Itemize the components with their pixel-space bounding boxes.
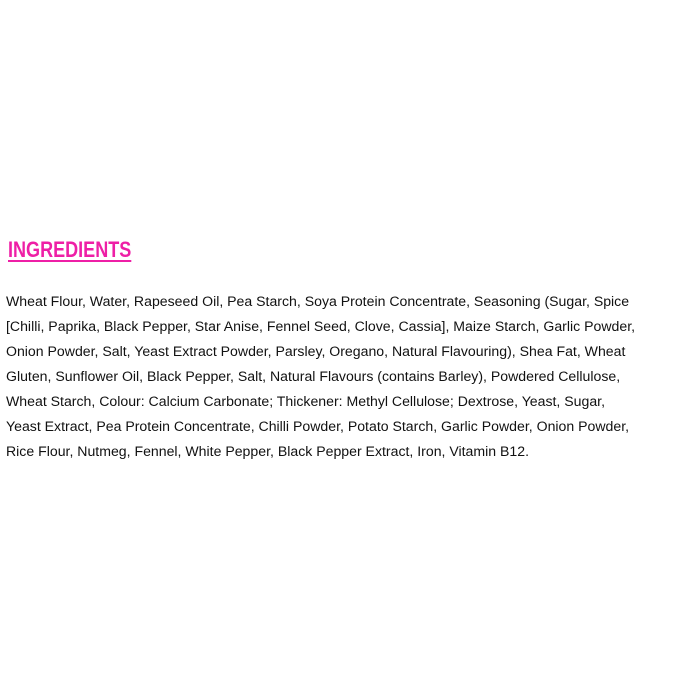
ingredients-line: Wheat Flour, Water, Rapeseed Oil, Pea Starch, Soya Protein Concentrate, Seasoning (Sugar, Spice <box>6 293 630 309</box>
ingredients-list <box>6 289 696 464</box>
ingredients-line: Wheat Starch, Colour: Calcium Carbonate; Thickener: Methyl Cellulose; Dextrose, Yeast, Sugar, <box>6 393 606 409</box>
ingredients-line: Yeast Extract, Pea Protein Concentrate, Chilli Powder, Potato Starch, Garlic Powder, Onion Powder, <box>6 418 630 434</box>
ingredients-heading: INGREDIENTS <box>8 237 132 262</box>
ingredients-line: Gluten, Sunflower Oil, Black Pepper, Salt, Natural Flavours (contains Barley), Powdered Cellulose, <box>6 368 621 384</box>
ingredients-line: [Chilli, Paprika, Black Pepper, Star Anise, Fennel Seed, Clove, Cassia], Maize Starch, Garlic Powder, <box>6 318 636 334</box>
ingredients-line: Rice Flour, Nutmeg, Fennel, White Pepper, Black Pepper Extract, Iron, Vitamin B12. <box>6 443 530 459</box>
ingredients-line: Onion Powder, Salt, Yeast Extract Powder, Parsley, Oregano, Natural Flavouring), Shea Fat, Wheat <box>6 343 626 359</box>
